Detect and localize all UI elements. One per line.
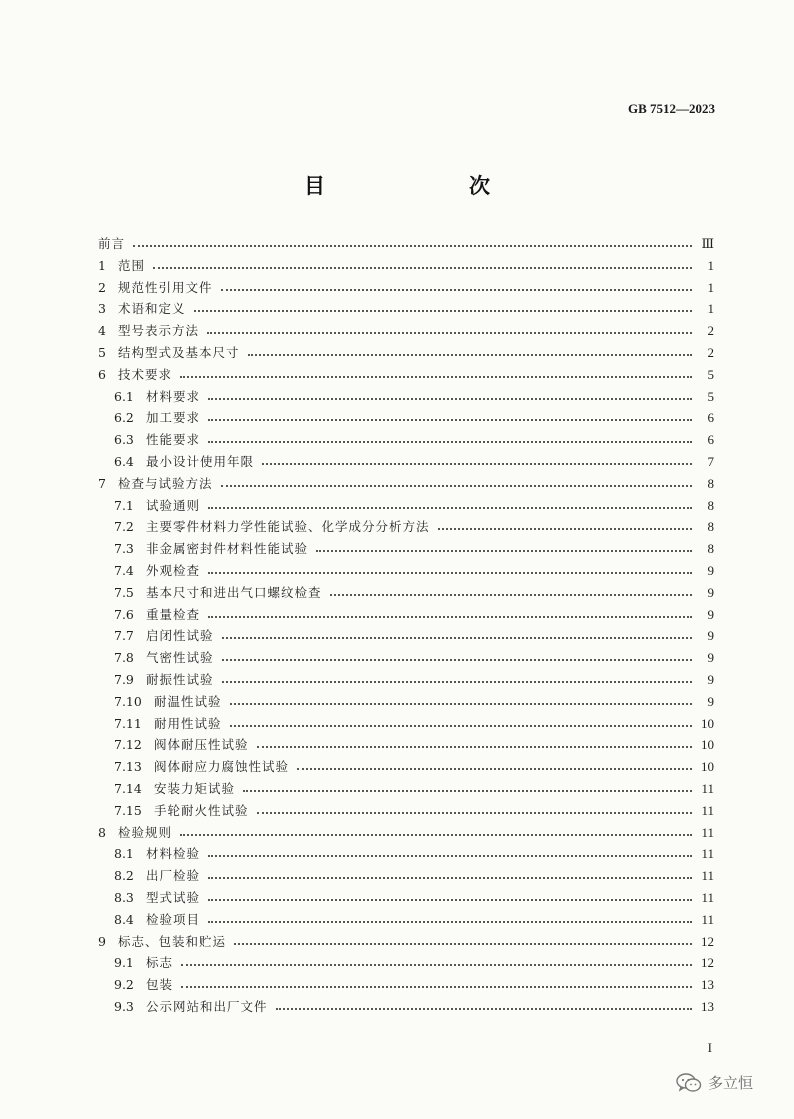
toc-entry[interactable]	[114, 626, 714, 646]
toc-dot-leader	[222, 670, 692, 690]
toc-entry-page: 11	[701, 868, 714, 884]
toc-dot-leader	[316, 539, 692, 559]
toc-entry-number: 9	[98, 933, 106, 949]
toc-entry-title: 性能要求	[146, 432, 201, 448]
standard-code: GB 7512—2023	[627, 101, 715, 116]
toc-entry-title: 基本尺寸和进出气口螺纹检查	[146, 584, 322, 600]
toc-entry-number: 9.3	[114, 999, 134, 1014]
toc-dot-leader	[230, 692, 692, 712]
toc-entry[interactable]	[114, 757, 714, 777]
toc-dot-leader	[221, 278, 692, 298]
toc-entry[interactable]	[98, 343, 714, 363]
toc-entry-title: 手轮耐火性试验	[154, 802, 249, 818]
toc-entry[interactable]	[114, 387, 714, 407]
toc-entry-title: 材料要求	[146, 388, 201, 404]
toc-entry-page: 13	[701, 999, 714, 1014]
toc-entry-page: 9	[707, 628, 714, 644]
toc-entry[interactable]	[114, 866, 714, 886]
toc-entry[interactable]	[114, 583, 714, 603]
toc-entry[interactable]	[114, 844, 714, 864]
toc-entry[interactable]	[114, 888, 714, 908]
toc-entry-page: 9	[707, 672, 714, 687]
toc-entry-page: 10	[701, 759, 714, 775]
toc-entry-number: 6	[98, 366, 106, 382]
toc-entry-title: 耐用性试验	[154, 715, 222, 731]
toc-entry[interactable]	[114, 997, 714, 1017]
toc-entry-number: 9.2	[114, 977, 134, 993]
toc-entry-page: 8	[707, 541, 714, 557]
toc-dot-leader	[208, 387, 692, 407]
toc-dot-leader	[208, 888, 692, 908]
page-title: 目 次	[304, 174, 524, 198]
toc-entry[interactable]	[98, 321, 714, 341]
toc-entry[interactable]	[114, 953, 714, 973]
toc-entry-number: 9.1	[114, 955, 134, 971]
toc-entry-title: 前言	[98, 236, 126, 251]
toc-entry-title: 气密性试验	[146, 650, 214, 666]
toc-entry-title: 技术要求	[118, 366, 173, 382]
toc-entry-title: 阀体耐压性试验	[154, 737, 249, 753]
toc-entry-page: 5	[707, 366, 714, 382]
toc-entry-number: 6.4	[114, 454, 134, 469]
toc-entry-title: 型式试验	[146, 890, 201, 905]
toc-entry-title: 规范性引用文件	[118, 279, 213, 295]
toc-entry-page: 11	[701, 781, 714, 796]
toc-entry-title: 检验项目	[146, 911, 201, 927]
toc-entry-page: 6	[707, 432, 714, 448]
toc-entry-page: Ⅲ	[701, 236, 714, 251]
toc-entry-title: 耐温性试验	[154, 693, 222, 709]
toc-entry-title: 出厂检验	[146, 868, 201, 884]
toc-entry-page: 11	[701, 846, 714, 862]
toc-entry-page: 8	[707, 497, 714, 513]
page-number: I	[707, 1040, 712, 1055]
toc-entry-page: 9	[707, 650, 714, 666]
toc-entry-number: 7.7	[114, 628, 134, 644]
toc-entry[interactable]	[114, 714, 714, 734]
toc-entry-page: 8	[707, 519, 714, 535]
toc-entry[interactable]	[98, 234, 714, 254]
toc-entry-number: 7.13	[114, 759, 142, 775]
toc-entry-page: 13	[701, 977, 714, 993]
toc-entry-page: 2	[707, 345, 714, 360]
toc-entry-number: 6.1	[114, 388, 134, 404]
toc-entry-number: 7.10	[114, 693, 142, 709]
toc-entry[interactable]	[114, 496, 714, 516]
toc-dot-leader	[234, 932, 692, 952]
toc-entry-title: 结构型式及基本尺寸	[118, 345, 240, 360]
toc-entry-title: 材料检验	[146, 846, 201, 862]
toc-entry-number: 6.3	[114, 432, 134, 448]
toc-entry-page: 8	[707, 475, 714, 491]
toc-entry-page: 1	[707, 301, 714, 317]
toc-entry[interactable]	[98, 932, 714, 952]
wechat-icon	[676, 1073, 702, 1093]
toc-entry-page: 11	[701, 824, 714, 840]
toc-entry-number: 8.3	[114, 890, 134, 905]
watermark	[676, 1072, 753, 1093]
toc-entry-page: 11	[701, 911, 714, 927]
toc-entry-title: 加工要求	[146, 410, 201, 426]
toc-dot-leader	[180, 823, 692, 843]
toc-entry-page: 10	[701, 715, 714, 731]
toc-dot-leader	[181, 975, 692, 995]
toc-entry[interactable]	[98, 823, 714, 843]
toc-entry-page: 9	[707, 693, 714, 709]
toc-entry-number: 7.11	[114, 715, 142, 731]
toc-entry-number: 7.3	[114, 541, 134, 557]
toc-entry-number: 7.2	[114, 519, 134, 535]
toc-entry[interactable]	[114, 517, 714, 537]
toc-entry-number: 7	[98, 475, 106, 491]
toc-dot-leader	[207, 321, 692, 341]
toc-dot-leader	[330, 583, 692, 603]
toc-dot-leader	[257, 735, 692, 755]
toc-entry-title: 型号表示方法	[118, 323, 200, 339]
toc-entry-number: 6.2	[114, 410, 134, 426]
toc-entry-number: 7.8	[114, 650, 134, 666]
toc-dot-leader	[181, 953, 692, 973]
toc-dot-leader	[297, 757, 692, 777]
toc-dot-leader	[222, 626, 692, 646]
toc-dot-leader	[208, 408, 692, 428]
toc-entry-number: 1	[98, 257, 106, 273]
watermark-text: 多立恒	[708, 1074, 754, 1092]
toc-dot-leader	[257, 801, 692, 821]
toc-dot-leader	[194, 299, 692, 319]
toc-dot-leader	[208, 910, 692, 930]
toc-entry-title: 检验规则	[118, 824, 173, 840]
toc-entry-number: 7.5	[114, 584, 134, 600]
toc-entry-title: 非金属密封件材料性能试验	[146, 541, 309, 557]
toc-dot-leader	[208, 496, 692, 516]
toc-entry-page: 1	[707, 257, 714, 273]
toc-entry-number: 7.6	[114, 606, 134, 622]
toc-entry-title: 包装	[146, 977, 174, 993]
toc-entry-number: 8.4	[114, 911, 134, 927]
toc-entry-page: 1	[707, 279, 714, 295]
toc-entry-number: 3	[98, 301, 106, 317]
toc-dot-leader	[262, 452, 692, 472]
toc-entry[interactable]	[114, 430, 714, 450]
toc-entry[interactable]	[114, 801, 714, 821]
toc-entry-page: 11	[701, 890, 714, 905]
toc-entry-number: 8.1	[114, 846, 134, 862]
toc-dot-leader	[230, 714, 692, 734]
toc-entry[interactable]	[98, 365, 714, 385]
toc-dot-leader	[276, 997, 692, 1017]
toc-entry-title: 范围	[118, 257, 146, 273]
toc-entry-number: 7.14	[114, 781, 142, 796]
toc-entry[interactable]	[114, 735, 714, 755]
toc-entry[interactable]	[114, 975, 714, 995]
toc-entry-page: 11	[701, 802, 714, 818]
toc-entry-page: 9	[707, 606, 714, 622]
toc-dot-leader	[208, 866, 692, 886]
toc-entry-number: 7.4	[114, 563, 134, 578]
toc-entry-number: 7.1	[114, 497, 134, 513]
toc-entry-title: 耐振性试验	[146, 672, 214, 687]
toc-entry-number: 2	[98, 279, 106, 295]
toc-entry-title: 公示网站和出厂文件	[146, 999, 268, 1014]
toc-dot-leader	[243, 779, 692, 799]
toc-dot-leader	[438, 517, 692, 537]
toc-entry-page: 12	[701, 955, 714, 971]
toc-dot-leader	[248, 343, 692, 363]
toc-entry-number: 4	[98, 323, 106, 339]
toc-entry-title: 启闭性试验	[146, 628, 214, 644]
toc-entry-page: 9	[707, 584, 714, 600]
toc-entry-page: 6	[707, 410, 714, 426]
toc-entry[interactable]	[114, 539, 714, 559]
toc-entry[interactable]	[114, 408, 714, 428]
toc-dot-leader	[208, 430, 692, 450]
toc-entry-number: 5	[98, 345, 106, 360]
toc-dot-leader	[180, 365, 692, 385]
toc-entry-title: 试验通则	[146, 497, 201, 513]
toc-entry[interactable]	[114, 670, 714, 690]
toc-entry-title: 阀体耐应力腐蚀性试验	[154, 759, 290, 775]
toc-entry[interactable]	[98, 256, 714, 276]
toc-entry-number: 8.2	[114, 868, 134, 884]
toc-entry-number: 7.9	[114, 672, 134, 687]
toc-entry-page: 2	[707, 323, 714, 339]
toc-entry-title: 术语和定义	[118, 301, 186, 317]
toc-entry-number: 8	[98, 824, 106, 840]
toc-entry[interactable]	[114, 452, 714, 472]
toc-entry-number: 7.15	[114, 802, 142, 818]
toc-entry[interactable]	[114, 648, 714, 668]
toc-dot-leader	[222, 648, 692, 668]
toc-entry[interactable]	[114, 561, 714, 581]
toc-entry-page: 10	[701, 737, 714, 753]
toc-entry[interactable]	[98, 474, 714, 494]
toc-entry[interactable]	[98, 299, 714, 319]
toc-entry[interactable]	[114, 692, 714, 712]
toc-entry[interactable]	[114, 779, 714, 799]
toc-entry-title: 标志、包装和贮运	[118, 933, 227, 949]
toc-entry-title: 检查与试验方法	[118, 475, 213, 491]
toc-entry-title: 主要零件材料力学性能试验、化学成分分析方法	[146, 519, 430, 535]
toc-entry-number: 7.12	[114, 737, 142, 753]
toc-entry-title: 安装力矩试验	[154, 781, 236, 796]
toc-entry[interactable]	[114, 605, 714, 625]
toc-entry-title: 外观检查	[146, 563, 201, 578]
toc-dot-leader	[133, 234, 692, 254]
toc-entry-title: 重量检查	[146, 606, 201, 622]
toc-entry-page: 12	[701, 933, 714, 949]
toc-dot-leader	[221, 474, 692, 494]
toc-dot-leader	[208, 844, 692, 864]
toc-entry[interactable]	[114, 910, 714, 930]
toc-dot-leader	[153, 256, 692, 276]
toc-dot-leader	[208, 561, 692, 581]
toc-entry-page: 9	[707, 563, 714, 578]
toc-dot-leader	[208, 605, 692, 625]
toc-entry-page: 7	[707, 454, 714, 469]
toc-entry[interactable]	[98, 278, 714, 298]
toc-entry-page: 5	[707, 388, 714, 404]
toc-entry-title: 标志	[146, 955, 174, 971]
toc-entry-title: 最小设计使用年限	[146, 454, 255, 469]
